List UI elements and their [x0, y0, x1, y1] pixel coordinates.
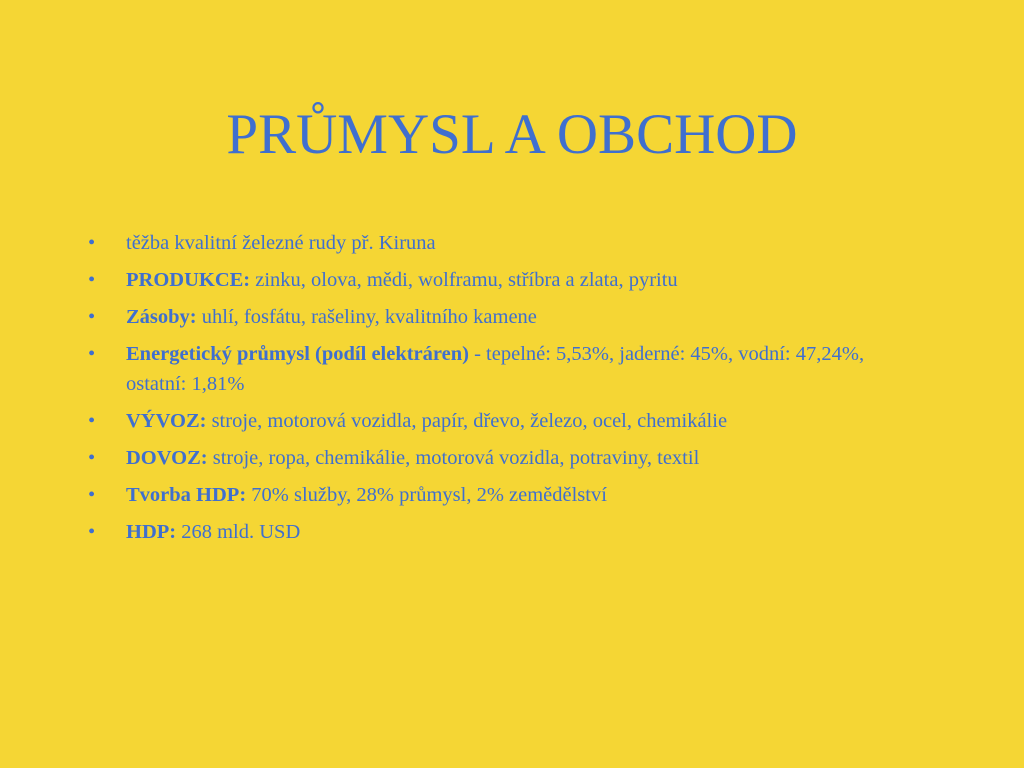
item-text: těžba kvalitní železné rudy př. Kiruna	[126, 232, 436, 254]
slide-title: PRŮMYSL A OBCHOD	[226, 103, 798, 166]
bullet-icon: •	[88, 521, 96, 543]
list-item	[88, 443, 908, 473]
item-lead: Tvorba HDP:	[126, 484, 247, 506]
item-text: 70% služby, 28% průmysl, 2% zemědělství	[246, 484, 607, 506]
item-lead: VÝVOZ:	[126, 410, 207, 432]
bullet-icon: •	[88, 343, 96, 365]
list-item	[88, 517, 908, 547]
list-item	[88, 406, 908, 436]
bullet-icon: •	[88, 447, 96, 469]
bullet-icon: •	[88, 484, 96, 506]
list-item	[88, 480, 908, 510]
list-item	[88, 265, 908, 295]
item-text: 268 mld. USD	[176, 521, 301, 543]
item-lead: PRODUKCE:	[126, 269, 251, 291]
item-text: stroje, motorová vozidla, papír, dřevo, železo, ocel, chemikálie	[206, 410, 728, 432]
bullet-icon: •	[88, 269, 96, 291]
bullet-icon: •	[88, 232, 96, 254]
list-item	[88, 339, 908, 399]
item-text: zinku, olova, mědi, wolframu, stříbra a zlata, pyritu	[250, 269, 678, 291]
bullet-list	[88, 228, 908, 554]
bullet-icon: •	[88, 306, 96, 328]
list-item	[88, 302, 908, 332]
item-text: stroje, ropa, chemikálie, motorová vozidla, potraviny, textil	[207, 447, 700, 469]
bullet-icon: •	[88, 410, 96, 432]
item-text: - tepelné: 5,53%, jaderné: 45%, vodní: 47,24%, ostatní: 1,81%	[126, 343, 865, 395]
item-lead: Energetický průmysl (podíl elektráren)	[126, 343, 469, 365]
item-lead: HDP:	[126, 521, 177, 543]
item-lead: Zásoby:	[126, 306, 197, 328]
item-lead: DOVOZ:	[126, 447, 208, 469]
item-text: uhlí, fosfátu, rašeliny, kvalitního kamene	[196, 306, 537, 328]
list-item	[88, 228, 908, 258]
